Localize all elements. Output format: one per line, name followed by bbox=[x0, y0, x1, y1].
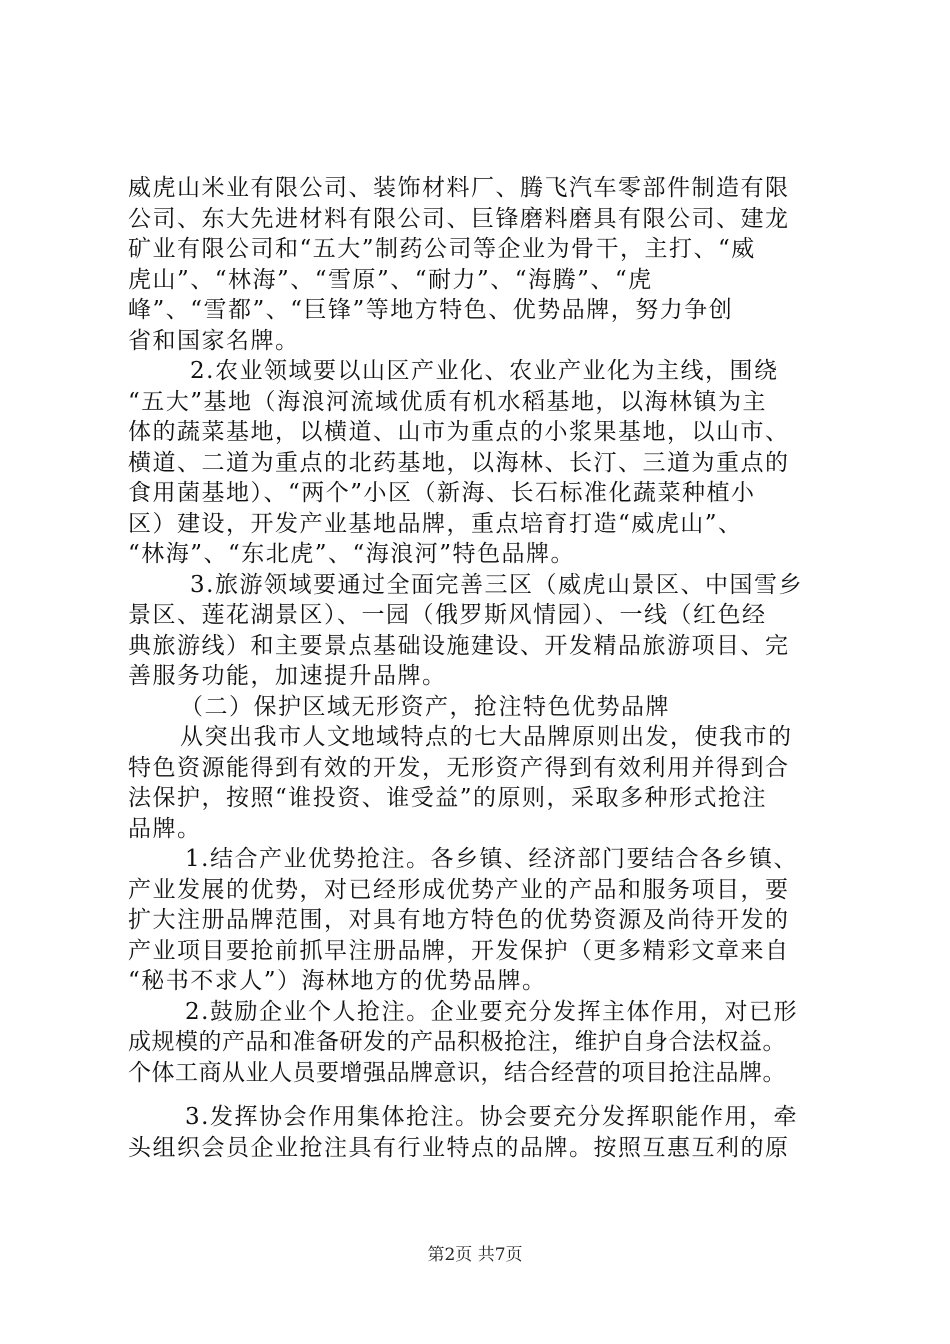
text-line: 威虎山米业有限公司、装饰材料厂、腾飞汽车零部件制造有限 bbox=[128, 175, 790, 201]
text-line: 食用菌基地）、“两个”小区（新海、长石标准化蔬菜种植小 bbox=[128, 480, 756, 506]
section-heading: （二）保护区域无形资产，抢注特色优势品牌 bbox=[180, 693, 670, 720]
text-line: 法保护，按照“谁投资、谁受益”的原则，采取多种形式抢注 bbox=[128, 785, 768, 811]
text-line: “五大”基地（海浪河流域优质有机水稻基地，以海林镇为主 bbox=[128, 388, 768, 415]
text-line: 头组织会员企业抢注具有行业特点的品牌。按照互惠互利的原 bbox=[128, 1134, 790, 1161]
text-line: 景区、莲花湖景区）、一园（俄罗斯风情园）、一线（红色经 bbox=[128, 602, 767, 628]
paragraph-start-line: 2.鼓励企业个人抢注。企业要充分发挥主体作用，对已形 bbox=[185, 998, 798, 1025]
text-line: “林海”、“东北虎”、“海浪河”特色品牌。 bbox=[128, 541, 576, 567]
page-number-footer: 第2页 共7页 bbox=[427, 1245, 523, 1265]
text-line: 典旅游线）和主要景点基础设施建设、开发精品旅游项目、完 bbox=[128, 632, 790, 659]
paragraph-start-line: 2.农业领域要以山区产业化、农业产业化为主线，围绕 bbox=[190, 358, 779, 384]
text-line: 产业项目要抢前抓早注册品牌，开发保护（更多精彩文章来自 bbox=[128, 937, 790, 964]
text-line: 横道、二道为重点的北药基地，以海林、长汀、三道为重点的 bbox=[128, 449, 790, 476]
text-line: 省和国家名牌。 bbox=[128, 327, 300, 354]
text-line: 虎山”、“林海”、“雪原”、“耐力”、“海腾”、“虎 bbox=[128, 266, 653, 293]
text-line: 峰”、“雪都”、“巨锋”等地方特色、优势品牌，努力争创 bbox=[128, 297, 734, 323]
text-line: 品牌。 bbox=[128, 815, 202, 842]
text-line: 体的蔬菜基地，以横道、山市为重点的小浆果基地，以山市、 bbox=[128, 419, 790, 445]
text-line: 成规模的产品和准备研发的产品积极抢注，维护自身合法权益。 bbox=[128, 1029, 786, 1055]
text-line: 产业发展的优势，对已经形成优势产业的产品和服务项目，要 bbox=[128, 876, 790, 903]
text-line: 公司、东大先进材料有限公司、巨锋磨料磨具有限公司、建龙 bbox=[128, 205, 790, 232]
text-line: “秘书不求人”）海林地方的优势品牌。 bbox=[128, 968, 547, 994]
paragraph-start-line: 3.旅游领域要通过全面完善三区（威虎山景区、中国雪乡 bbox=[190, 571, 803, 598]
text-line: 善服务功能，加速提升品牌。 bbox=[128, 663, 447, 689]
paragraph-start-line: 3.发挥协会作用集体抢注。协会要充分发挥职能作用，牵 bbox=[185, 1104, 798, 1130]
text-line: 个体工商从业人员要增强品牌意识，结合经营的项目抢注品牌。 bbox=[128, 1059, 786, 1086]
paragraph-start-line: 从突出我市人文地域特点的七大品牌原则出发，使我市的 bbox=[180, 724, 793, 750]
text-line: 区）建设，开发产业基地品牌，重点培育打造“威虎山”、 bbox=[128, 510, 743, 537]
text-line: 特色资源能得到有效的开发，无形资产得到有效利用并得到合 bbox=[128, 754, 790, 781]
text-line: 矿业有限公司和“五大”制药公司等企业为骨干，主打、“威 bbox=[128, 236, 756, 262]
text-line: 扩大注册品牌范围，对具有地方特色的优势资源及尚待开发的 bbox=[128, 907, 790, 933]
paragraph-start-line: 1.结合产业优势抢注。各乡镇、经济部门要结合各乡镇、 bbox=[185, 846, 798, 872]
